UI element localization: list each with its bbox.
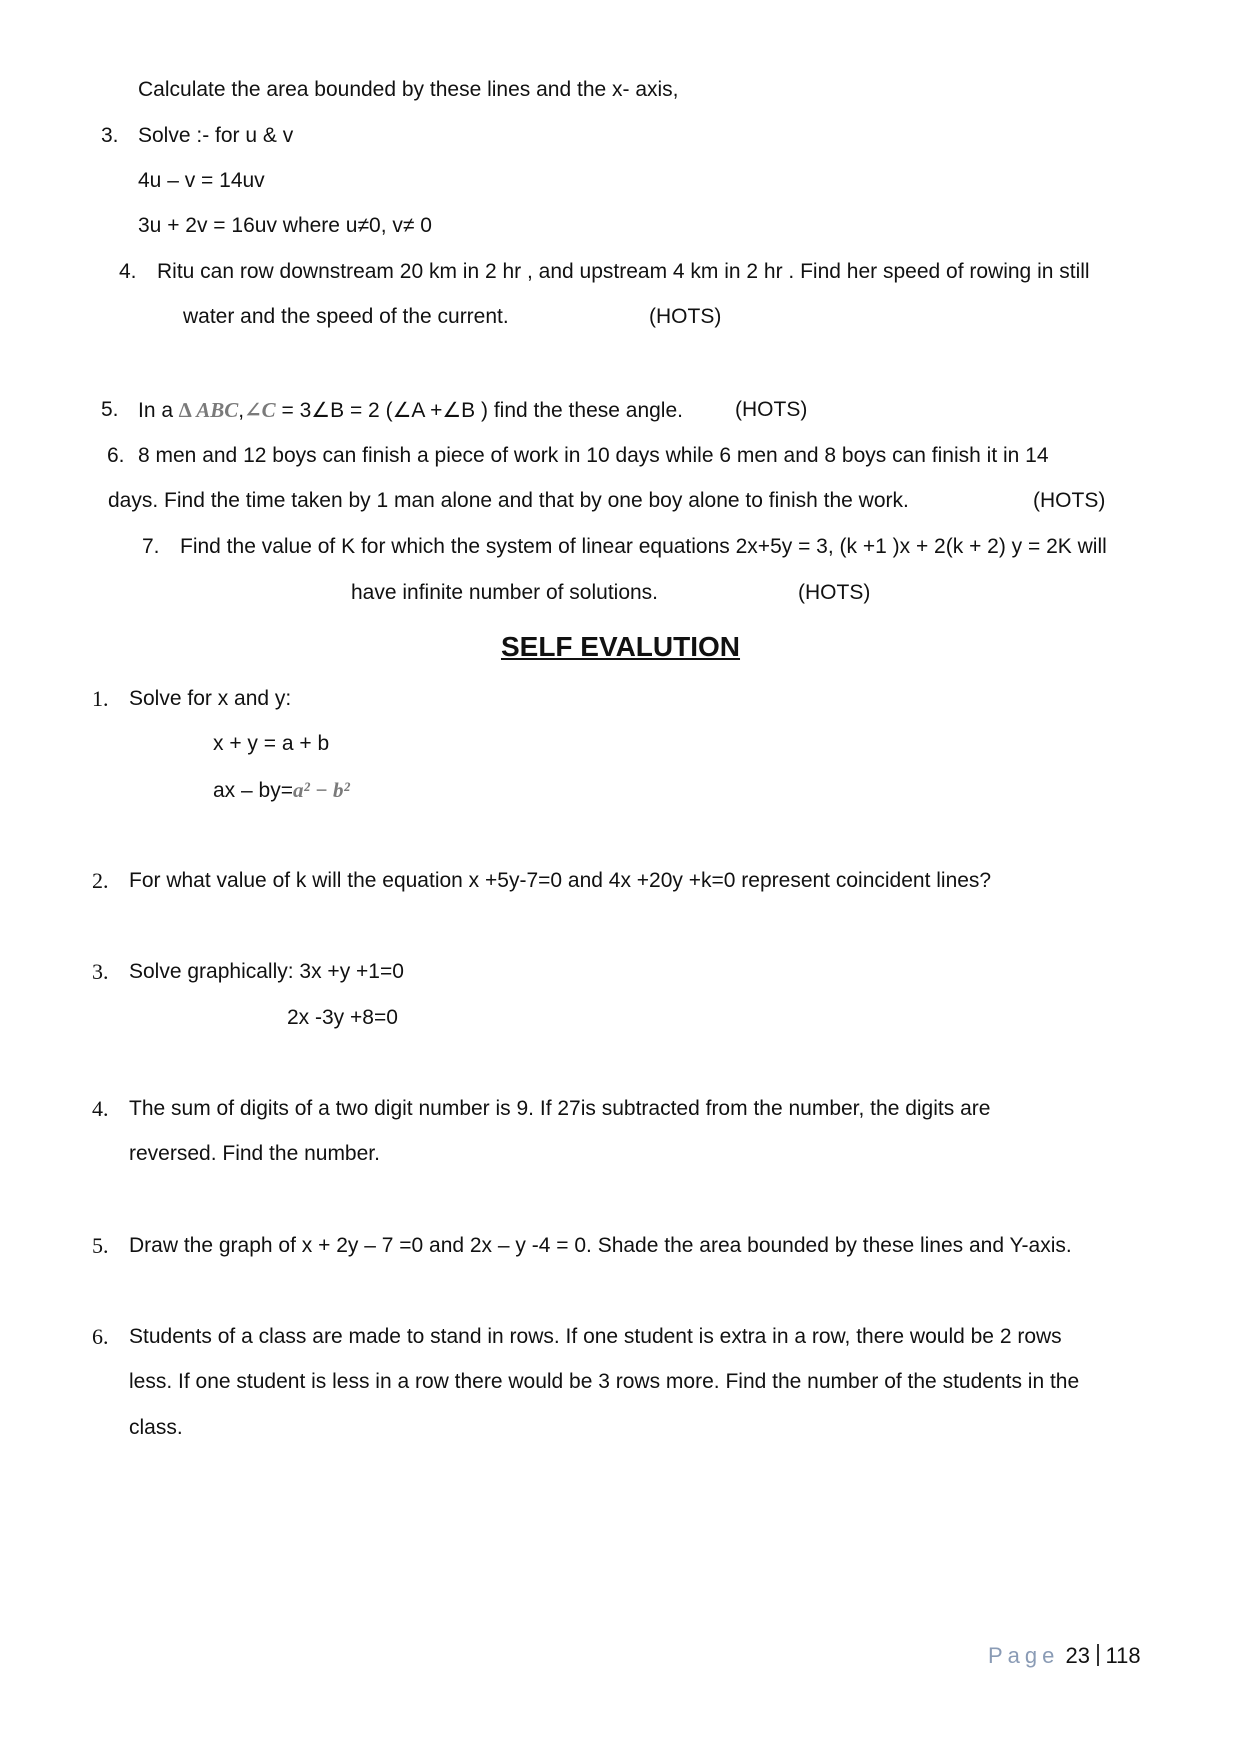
page-label: Page bbox=[988, 1643, 1060, 1668]
angle-c-symbol: ∠C bbox=[244, 398, 276, 422]
q3-equation-2: 3u + 2v = 16uv where u≠0, v≠ 0 bbox=[138, 214, 432, 237]
q4-number: 4. bbox=[119, 260, 137, 283]
q5-rest: = 3∠B = 2 (∠A +∠B ) find the these angle. bbox=[281, 399, 683, 422]
se-q1-equation-1: x + y = a + b bbox=[213, 732, 330, 755]
se-q2-text: For what value of k will the equation x +5y-7=0 and 4x +20y +k=0 represent coincident lines? bbox=[129, 869, 992, 892]
se-q6-number: 6. bbox=[92, 1324, 109, 1349]
se-q3-number: 3. bbox=[92, 959, 109, 984]
q3-equation-1: 4u – v = 14uv bbox=[138, 169, 265, 192]
q7-text-continued: have infinite number of solutions. bbox=[351, 581, 659, 604]
continuation-text: Calculate the area bounded by these lines and the x- axis, bbox=[138, 78, 679, 101]
q5-number: 5. bbox=[101, 398, 119, 421]
q5-comma: , bbox=[238, 399, 245, 422]
se-q3-equation-2: 2x -3y +8=0 bbox=[287, 1006, 398, 1029]
q3-number: 3. bbox=[101, 124, 119, 147]
q7-number: 7. bbox=[142, 535, 160, 558]
q7-text: Find the value of K for which the system of linear equations 2x+5y = 3, (k +1 )x + 2(k + 2) y = 2K will bbox=[180, 535, 1107, 558]
q6-text: 8 men and 12 boys can finish a piece of work in 10 days while 6 men and 8 boys can finish it in 14 bbox=[138, 444, 1049, 467]
q7-hots-tag: (HOTS) bbox=[798, 581, 871, 604]
a-squared-minus-b-squared: a² − b² bbox=[292, 778, 350, 802]
q5-hots-tag: (HOTS) bbox=[735, 398, 808, 421]
q4-hots-tag: (HOTS) bbox=[649, 305, 722, 328]
triangle-abc-symbol: ∆ ABC bbox=[178, 398, 239, 422]
se-q1-number: 1. bbox=[92, 686, 109, 711]
q5-line bbox=[138, 397, 683, 424]
se-q5-number: 5. bbox=[92, 1233, 109, 1258]
q3-text: Solve :- for u & v bbox=[138, 124, 294, 147]
page-separator bbox=[1097, 1644, 1099, 1666]
q6-text-continued: days. Find the time taken by 1 man alone and that by one boy alone to finish the work. bbox=[108, 489, 909, 512]
page-number: 23 bbox=[1065, 1643, 1090, 1668]
se-q4-text-continued: reversed. Find the number. bbox=[129, 1142, 380, 1165]
q6-hots-tag: (HOTS) bbox=[1033, 489, 1106, 512]
se-q1-equation-2 bbox=[213, 777, 350, 804]
se-q1-eq2-prefix: ax – by= bbox=[213, 779, 293, 802]
page-footer bbox=[988, 1643, 1141, 1669]
se-q1-text: Solve for x and y: bbox=[129, 687, 292, 710]
se-q6-text-continued: less. If one student is less in a row there would be 3 rows more. Find the number of the students in the bbox=[129, 1370, 1080, 1393]
q6-number: 6. bbox=[107, 444, 125, 467]
self-evaluation-heading: SELF EVALUTION bbox=[500, 631, 741, 662]
se-q3-text: Solve graphically: 3x +y +1=0 bbox=[129, 960, 404, 983]
q4-text: Ritu can row downstream 20 km in 2 hr , and upstream 4 km in 2 hr . Find her speed of rowing in still bbox=[157, 260, 1090, 283]
se-q2-number: 2. bbox=[92, 868, 109, 893]
se-q4-text: The sum of digits of a two digit number is 9. If 27is subtracted from the number, the digits are bbox=[129, 1097, 991, 1120]
q5-prefix: In a bbox=[138, 399, 174, 422]
se-q4-number: 4. bbox=[92, 1096, 109, 1121]
se-q6-text: Students of a class are made to stand in rows. If one student is extra in a row, there would be 2 rows bbox=[129, 1325, 1062, 1348]
q4-text-continued: water and the speed of the current. bbox=[183, 305, 509, 328]
se-q6-text-end: class. bbox=[129, 1416, 183, 1439]
se-q5-text: Draw the graph of x + 2y – 7 =0 and 2x – y -4 = 0. Shade the area bounded by these lines and Y-axis. bbox=[129, 1234, 1072, 1257]
total-pages: 118 bbox=[1105, 1643, 1141, 1668]
